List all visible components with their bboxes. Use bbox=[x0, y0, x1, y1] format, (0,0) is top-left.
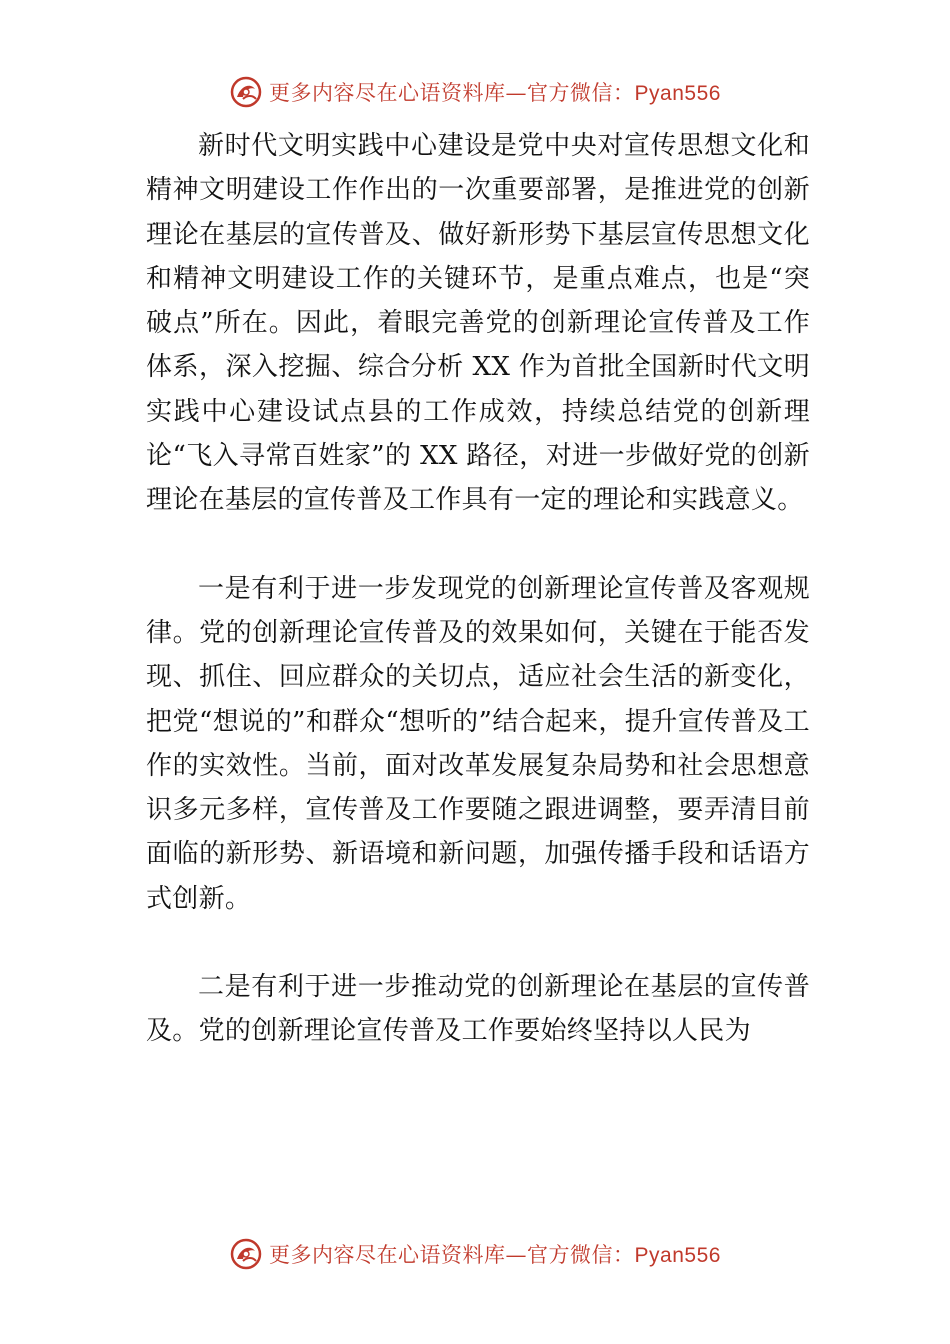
paragraph-point-two: 二是有利于进一步推动党的创新理论在基层的宣传普及。党的创新理论宣传普及工作要始终坚持以人民为 bbox=[146, 972, 810, 1047]
footer-banner-text bbox=[269, 1239, 721, 1269]
header-banner bbox=[0, 72, 950, 112]
footer-banner bbox=[0, 1234, 950, 1274]
paragraph-point-one: 一是有利于进一步发现党的创新理论宣传普及客观规律。党的创新理论宣传普及的效果如何，关键在于能否发现、抓住、回应群众的关切点，适应社会生活的新变化，把党“想说的”和群众“想听的”结合起来，提升宣传普及工作的实效性。当前，面对改革发展复杂局势和社会思想意识多元多样，宣传普及工作要随之跟进调整，要弄清目前面临的新形势、新语境和新问题，加强传播手段和话语方式创新。 bbox=[146, 573, 810, 914]
header-wechat-label: 官方微信： bbox=[527, 81, 635, 105]
footer-site-name: 更多内容尽在心语资料库 bbox=[269, 1243, 506, 1267]
header-banner-text bbox=[269, 77, 721, 107]
paragraph-intro: 新时代文明实践中心建设是党中央对宣传思想文化和精神文明建设工作作出的一次重要部署，是推进党的创新理论在基层的宣传普及、做好新形势下基层宣传思想文化和精神文明建设工作的关键环节，是重点难点，也是“突破点”所在。因此，着眼完善党的创新理论宣传普及工作体系，深入挖掘、综合分析 XX 作为首批全国新时代文明实践中心建设试点县的工作成效，持续总结党的创新理论“飞入寻常百姓家”的 XX 路径，对进一步做好党的创新理论在基层的宣传普及工作具有一定的理论和实践意义。 bbox=[146, 131, 810, 516]
footer-wechat-id: Pyan556 bbox=[634, 1244, 721, 1267]
footer-wechat-label: 官方微信： bbox=[527, 1243, 635, 1267]
header-site-name: 更多内容尽在心语资料库 bbox=[269, 81, 506, 105]
paragraph-spacer bbox=[146, 921, 810, 965]
header-wechat-id: Pyan556 bbox=[634, 82, 721, 105]
red-swirl-logo-icon bbox=[229, 1237, 263, 1271]
footer-dash: — bbox=[505, 1243, 528, 1267]
header-dash: — bbox=[505, 81, 528, 105]
red-swirl-logo-icon bbox=[229, 75, 263, 109]
paragraph-spacer bbox=[146, 523, 810, 567]
document-body bbox=[146, 124, 810, 1054]
